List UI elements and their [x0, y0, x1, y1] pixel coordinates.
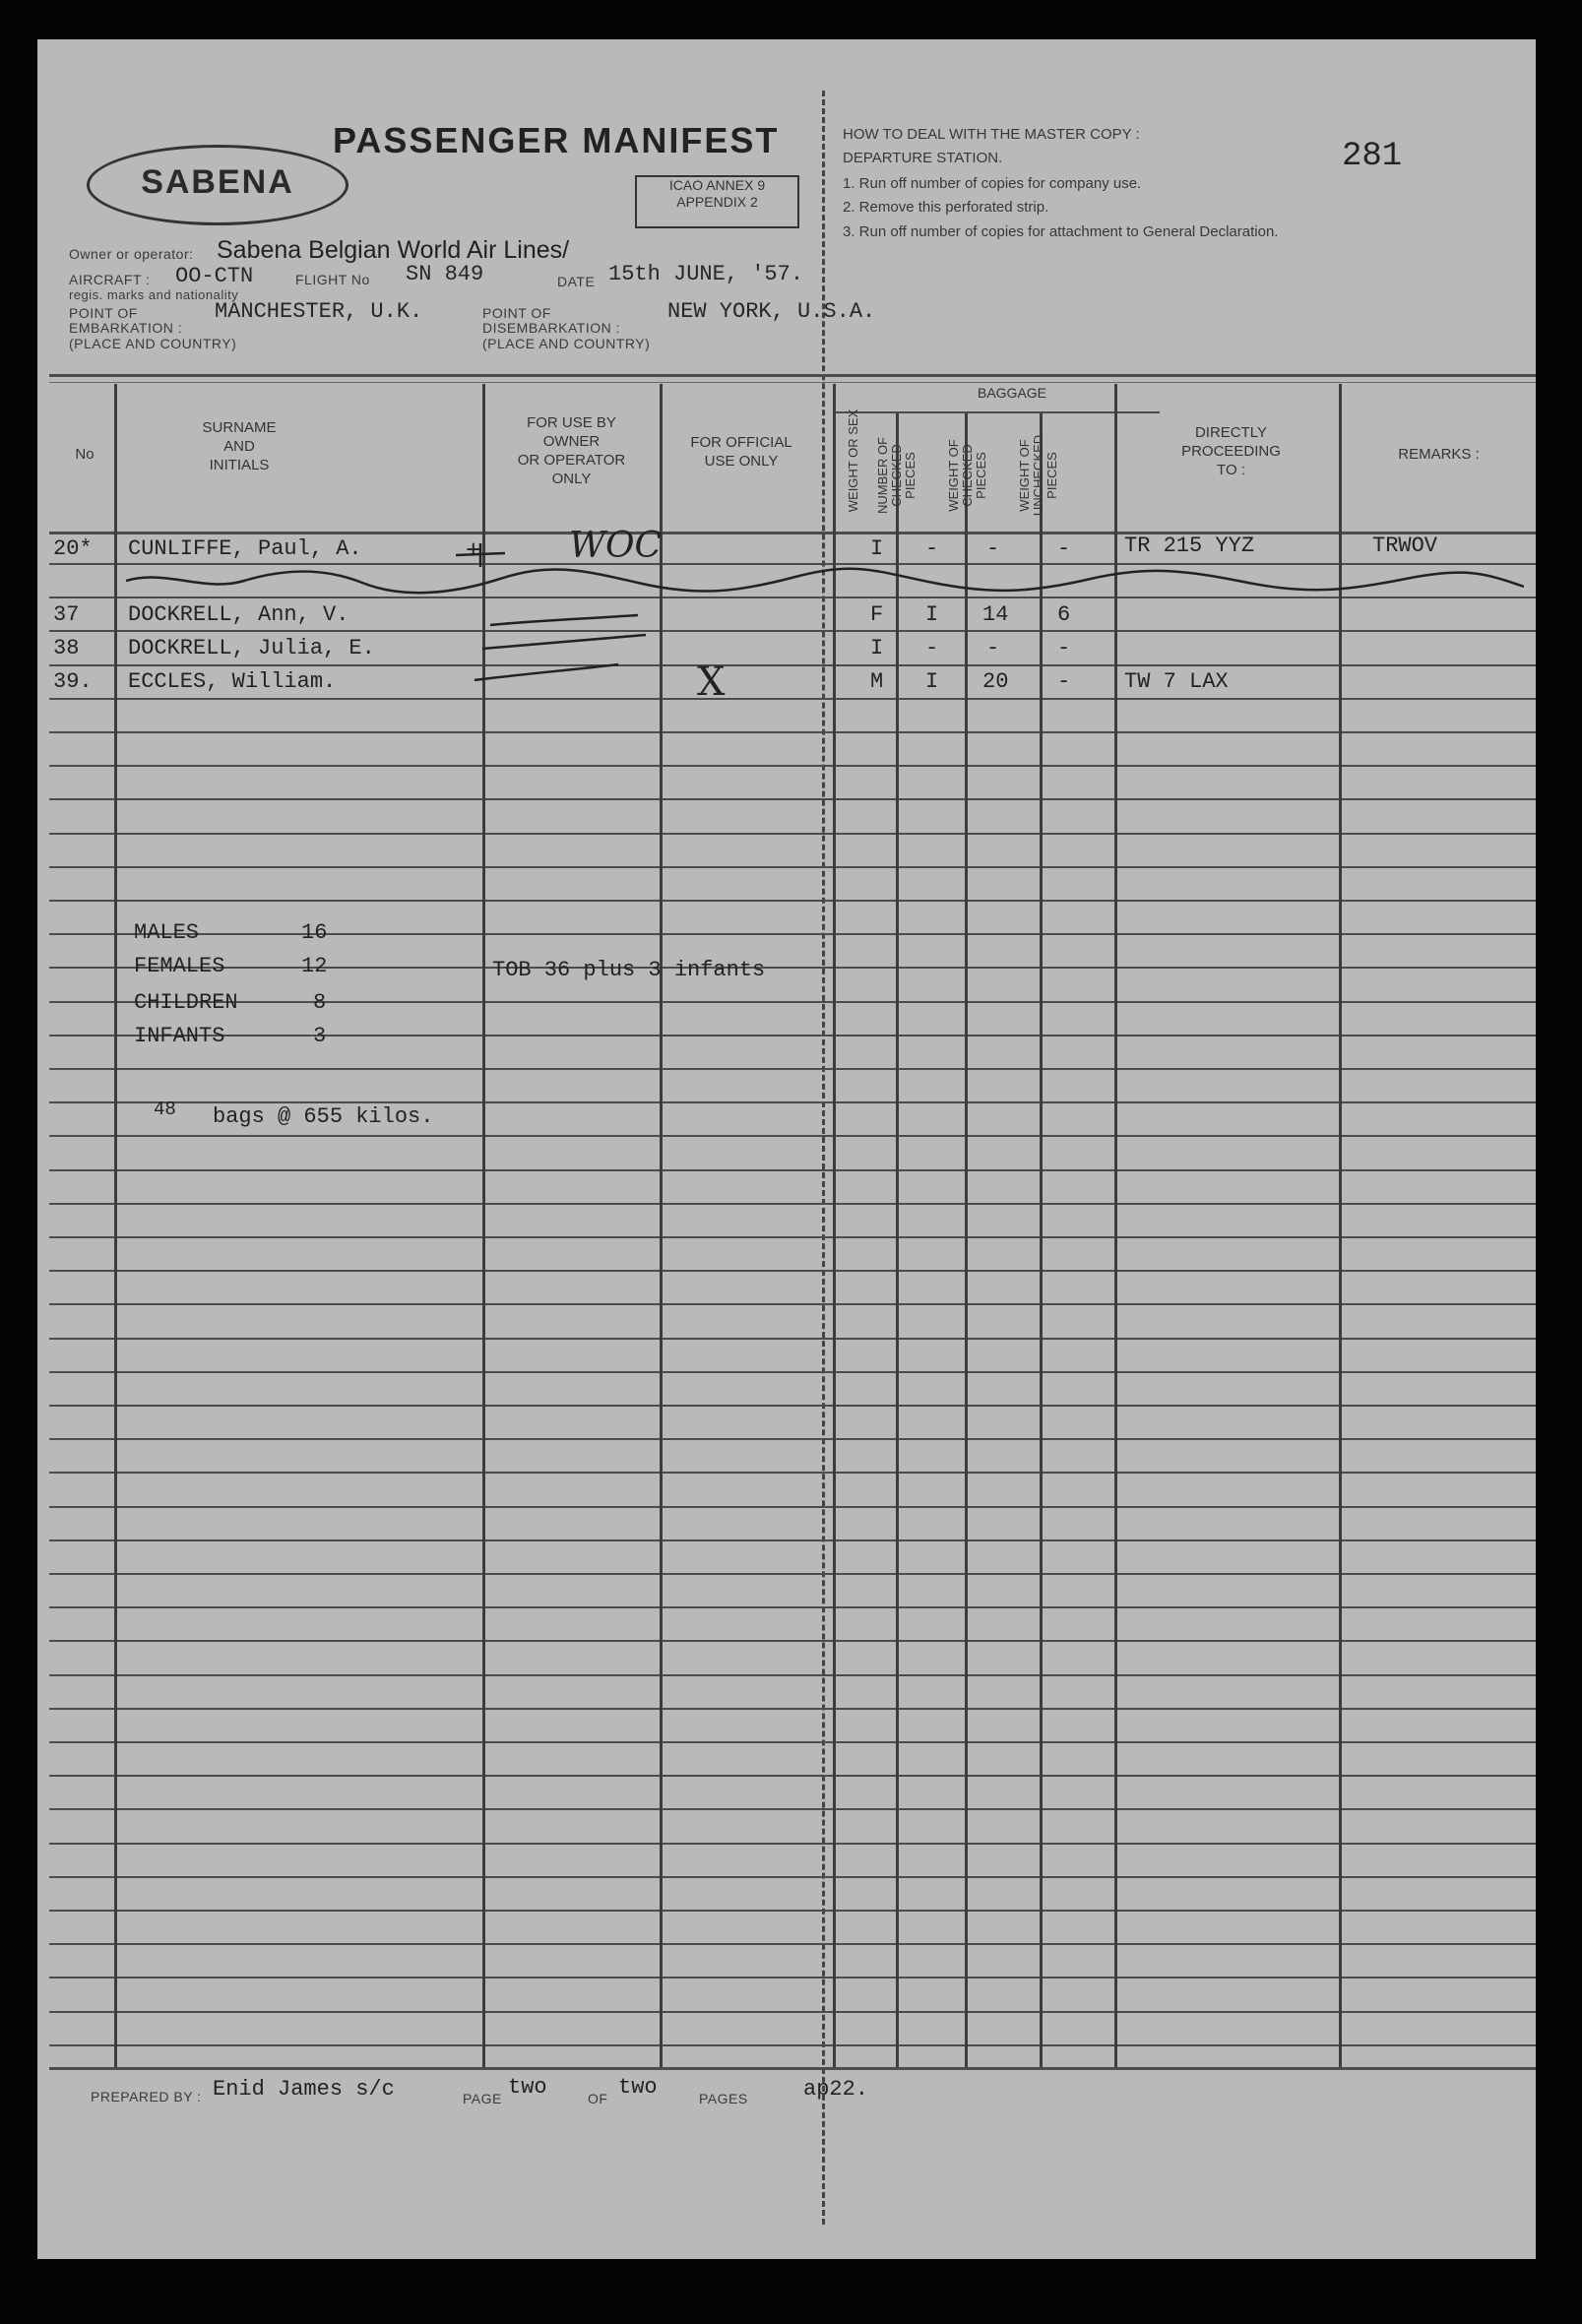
- row-rule: [49, 1741, 1536, 1743]
- col-header-surname-3: INITIALS: [209, 457, 270, 473]
- embarkation-label-1: POINT OF: [69, 305, 138, 321]
- col-header-proceeding: [1120, 423, 1342, 479]
- prepared-by-value: Enid James s/c: [213, 2077, 395, 2102]
- row-owner-mark: +: [466, 536, 481, 566]
- row-rule: [49, 1472, 1536, 1474]
- column-divider: [1040, 413, 1043, 2067]
- row-rule: [49, 698, 1536, 700]
- flight-value: SN 849: [406, 262, 484, 286]
- disembarkation-label-3: (PLACE AND COUNTRY): [482, 336, 651, 351]
- icao-line-1: ICAO ANNEX 9: [668, 177, 766, 193]
- column-divider: [1114, 384, 1117, 2067]
- row-rule: [49, 933, 1536, 935]
- children-label: CHILDREN: [134, 990, 238, 1015]
- col-header-unchecked-weight-1: WEIGHT OF: [1017, 439, 1032, 512]
- sabena-logo: [87, 145, 348, 225]
- row-rule: [49, 1068, 1536, 1070]
- row-sex: M: [870, 669, 884, 694]
- col-header-unchecked-weight: [1018, 421, 1063, 530]
- col-header-owner-use-2: OWNER: [542, 433, 601, 450]
- row-rule: [49, 1001, 1536, 1003]
- col-header-unchecked-weight-2: UNCHECKED: [1031, 434, 1045, 517]
- row-no: 39.: [53, 669, 93, 694]
- col-header-remarks: REMARKS :: [1398, 446, 1480, 463]
- instructions-heading-2: DEPARTURE STATION.: [843, 150, 1003, 166]
- embarkation-label-2: EMBARKATION :: [69, 320, 183, 336]
- flight-label: FLIGHT No: [295, 272, 370, 287]
- aircraft-sub-label: regis. marks and nationality: [69, 287, 239, 302]
- instructions-step-1: 1. Run off number of copies for company use.: [843, 175, 1142, 192]
- row-rule: [49, 1876, 1536, 1878]
- instructions-step-3: 3. Run off number of copies for attachment to General Declaration.: [843, 223, 1279, 240]
- prepared-by-label: PREPARED BY :: [91, 2089, 202, 2104]
- row-rule: [49, 833, 1536, 835]
- manifest-sheet: [37, 39, 1536, 2259]
- row-weight: -: [986, 536, 1000, 561]
- row-name: CUNLIFFE, Paul, A.: [128, 536, 362, 561]
- tob-note: TOB 36 plus 3 infants: [492, 958, 766, 982]
- males-label: MALES: [134, 920, 200, 945]
- row-weight: 14: [982, 602, 1009, 627]
- row-no: 38: [53, 636, 80, 660]
- row-rule: [49, 900, 1536, 902]
- row-rule: [49, 1135, 1536, 1137]
- bags-count: 48: [154, 1099, 176, 1120]
- row-rule: [49, 731, 1536, 733]
- row-unchecked: -: [1057, 669, 1071, 694]
- row-rule: [49, 765, 1536, 767]
- perforated-strip: [822, 91, 825, 2225]
- row-weight: -: [986, 636, 1000, 660]
- owner-value: Sabena Belgian World Air Lines/: [217, 236, 570, 264]
- col-header-checked-weight-2: CHECKED: [960, 444, 975, 507]
- disembarkation-label-2: DISEMBARKATION :: [482, 320, 620, 336]
- col-header-proceeding-3: TO :: [1217, 462, 1245, 478]
- column-divider: [896, 413, 899, 2067]
- row-rule: [49, 1438, 1536, 1440]
- footer-code: ap22.: [803, 2077, 869, 2102]
- col-header-owner-use-3: OR OPERATOR: [517, 452, 626, 469]
- row-name: DOCKRELL, Julia, E.: [128, 636, 375, 660]
- logo-text: SABENA: [141, 163, 294, 201]
- row-rule: [49, 1843, 1536, 1845]
- col-header-checked-pieces-2: CHECKED: [889, 444, 904, 507]
- date-value: 15th JUNE, '57.: [608, 262, 804, 286]
- aircraft-value: OO-CTN: [175, 264, 254, 288]
- row-pieces: -: [925, 536, 939, 561]
- females-label: FEMALES: [134, 954, 225, 978]
- row-remarks: TRWOV: [1372, 534, 1438, 558]
- col-header-owner-use-1: FOR USE BY: [527, 414, 616, 431]
- row-weight: 20: [982, 669, 1009, 694]
- date-label: DATE: [557, 274, 596, 289]
- disembarkation-value: NEW YORK, U.S.A.: [667, 299, 876, 324]
- col-header-checked-weight: [947, 421, 992, 530]
- row-rule: [49, 1169, 1536, 1171]
- pages-label: PAGES: [699, 2091, 748, 2106]
- row-rule: [49, 1539, 1536, 1541]
- row-name: ECCLES, William.: [128, 669, 337, 694]
- row-rule: [49, 1303, 1536, 1305]
- page-label: PAGE: [463, 2091, 502, 2106]
- icao-box: [635, 175, 799, 228]
- row-rule: [49, 630, 1536, 632]
- embarkation-label-3: (PLACE AND COUNTRY): [69, 336, 237, 351]
- children-count: 8: [313, 990, 327, 1015]
- row-rule: [49, 1943, 1536, 1945]
- row-unchecked: 6: [1057, 602, 1071, 627]
- strike-through-line: [126, 563, 1524, 602]
- row-rule: [49, 664, 1536, 666]
- row-rule: [49, 1910, 1536, 1912]
- col-header-weight-sex: WEIGHT OR SEX: [846, 408, 860, 513]
- row-rule: [49, 1640, 1536, 1642]
- row-name: DOCKRELL, Ann, V.: [128, 602, 349, 627]
- col-header-official-use: [658, 433, 825, 471]
- females-count: 12: [301, 954, 328, 978]
- row-unchecked: -: [1057, 536, 1071, 561]
- row-rule: [49, 1203, 1536, 1205]
- col-header-checked-pieces-1: NUMBER OF: [875, 437, 890, 514]
- row-rule: [49, 1270, 1536, 1272]
- row-rule: [49, 1977, 1536, 1979]
- of-value: two: [618, 2075, 658, 2100]
- row-rule: [49, 1775, 1536, 1777]
- row-rule: [49, 1606, 1536, 1608]
- col-header-proceeding-1: DIRECTLY: [1194, 424, 1268, 441]
- row-sex: I: [870, 636, 884, 660]
- row-official-note: X: [697, 660, 726, 705]
- row-unchecked: -: [1057, 636, 1071, 660]
- column-divider: [1339, 384, 1342, 2067]
- col-header-official-use-1: FOR OFFICIAL: [690, 434, 792, 451]
- row-rule: [49, 1506, 1536, 1508]
- table-top-border-inner: [49, 382, 1536, 383]
- row-rule: [49, 1035, 1536, 1036]
- instructions-step-2: 2. Remove this perforated strip.: [843, 199, 1049, 216]
- col-header-owner-use-4: ONLY: [551, 471, 592, 487]
- owner-label: Owner or operator:: [69, 246, 194, 262]
- row-no: 20*: [53, 536, 93, 561]
- col-header-proceeding-2: PROCEEDING: [1181, 443, 1281, 460]
- page-number: 281: [1342, 138, 1403, 175]
- page-value: two: [508, 2075, 547, 2100]
- row-rule: [49, 1338, 1536, 1340]
- column-divider: [114, 384, 117, 2067]
- aircraft-label: AIRCRAFT :: [69, 272, 151, 287]
- column-divider: [660, 384, 663, 2067]
- males-count: 16: [301, 920, 328, 945]
- row-proceeding: TW 7 LAX: [1124, 669, 1229, 694]
- row-rule: [49, 1674, 1536, 1676]
- row-rule: [49, 1573, 1536, 1575]
- row-rule: [49, 1405, 1536, 1407]
- infants-label: INFANTS: [134, 1024, 225, 1048]
- disembarkation-label-1: POINT OF: [482, 305, 551, 321]
- col-header-checked-pieces-3: PIECES: [903, 452, 918, 499]
- of-label: OF: [588, 2091, 608, 2106]
- col-header-checked-weight-3: PIECES: [974, 452, 988, 499]
- embarkation-value: MANCHESTER, U.K.: [215, 299, 423, 324]
- row-pieces: I: [925, 669, 939, 694]
- row-official-note: WOC: [569, 526, 663, 566]
- row-rule: [49, 798, 1536, 800]
- owner-column-plus-mark: [451, 539, 510, 569]
- col-header-unchecked-weight-3: PIECES: [1044, 452, 1059, 499]
- row-rule: [49, 967, 1536, 969]
- row-rule: [49, 1371, 1536, 1373]
- col-header-surname: [116, 418, 362, 474]
- row-rule: [49, 1101, 1536, 1103]
- row-proceeding: TR 215 YYZ: [1124, 534, 1255, 558]
- row-sex: F: [870, 602, 884, 627]
- manifest-title: PASSENGER MANIFEST: [333, 120, 780, 160]
- column-divider: [965, 413, 968, 2067]
- col-header-surname-2: AND: [223, 438, 255, 455]
- row-pieces: -: [925, 636, 939, 660]
- bags-text: bags @ 655 kilos.: [213, 1104, 434, 1129]
- row-pieces: I: [925, 602, 939, 627]
- col-header-checked-weight-1: WEIGHT OF: [946, 439, 961, 512]
- col-header-checked-pieces: [876, 421, 921, 530]
- row-rule: [49, 2044, 1536, 2046]
- col-header-baggage: BAGGAGE: [977, 385, 1047, 401]
- row-sex: I: [870, 536, 884, 561]
- table-bottom-border: [49, 2067, 1536, 2070]
- header-bottom-rule: [49, 532, 1536, 534]
- column-divider: [833, 384, 836, 2067]
- col-header-surname-1: SURNAME: [202, 419, 277, 436]
- row-no: 37: [53, 602, 80, 627]
- icao-line-2: APPENDIX 2: [676, 194, 758, 210]
- row-rule: [49, 1808, 1536, 1810]
- row-rule: [49, 866, 1536, 868]
- row-rule: [49, 2011, 1536, 2013]
- instructions-heading-1: HOW TO DEAL WITH THE MASTER COPY :: [843, 126, 1140, 143]
- col-header-no: No: [75, 446, 95, 463]
- row-rule: [49, 1708, 1536, 1710]
- table-top-border: [49, 374, 1536, 377]
- row-rule: [49, 1236, 1536, 1238]
- col-header-official-use-2: USE ONLY: [704, 453, 779, 470]
- infants-count: 3: [313, 1024, 327, 1048]
- baggage-header-line: [835, 411, 1160, 413]
- col-header-owner-use: [485, 413, 658, 488]
- owner-column-marks: [471, 605, 658, 699]
